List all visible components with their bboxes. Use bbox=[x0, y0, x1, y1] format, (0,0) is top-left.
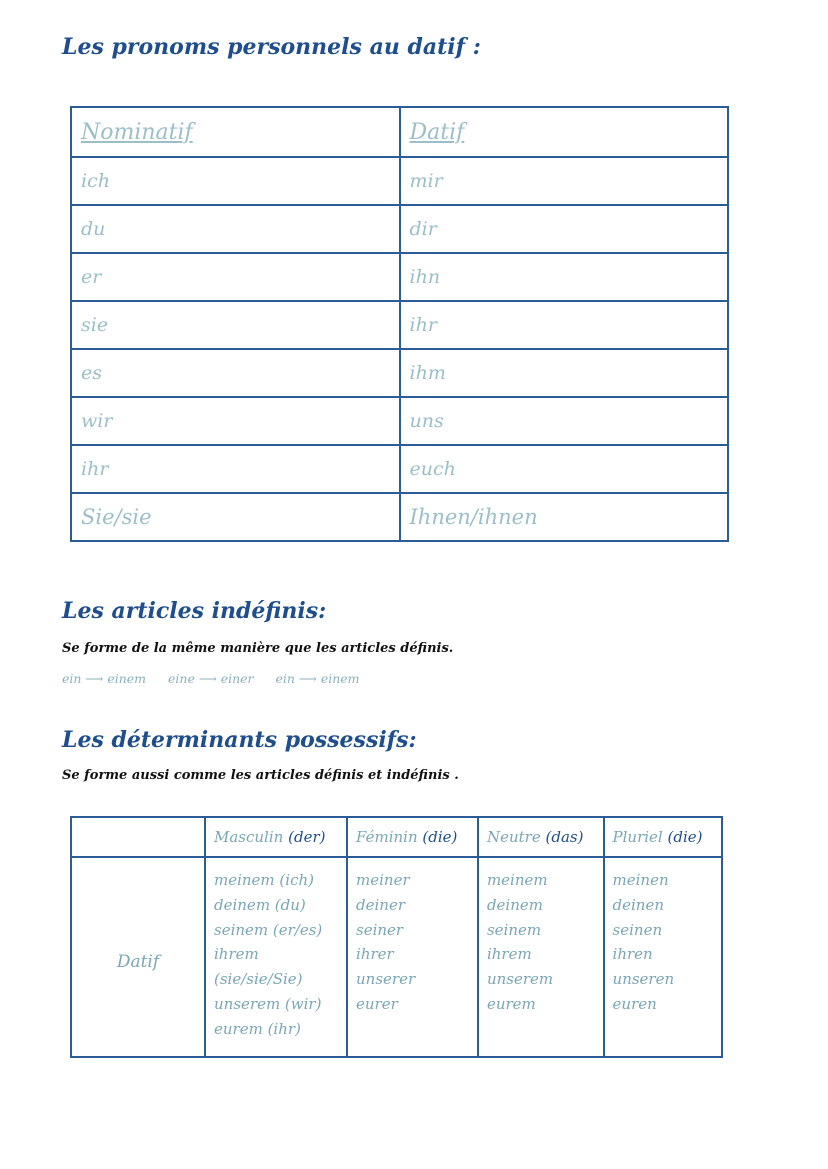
header-nominatif: Nominatif bbox=[71, 107, 400, 157]
indefinite-examples bbox=[62, 671, 378, 686]
datif-cell: ihn bbox=[400, 253, 729, 301]
neutre-cell bbox=[478, 857, 604, 1057]
table-row bbox=[71, 157, 728, 205]
table-row bbox=[71, 397, 728, 445]
header-feminin: Féminin (die) bbox=[347, 817, 478, 857]
pronouns-table bbox=[70, 106, 729, 542]
pluriel-form: deinen bbox=[612, 895, 665, 914]
masculin-form: (sie/sie/Sie) bbox=[214, 970, 303, 989]
pronouns-heading: Les pronoms personnels au datif : bbox=[62, 34, 481, 60]
table-row bbox=[71, 205, 728, 253]
header-masculin: Masculin (der) bbox=[205, 817, 347, 857]
feminin-form: eurer bbox=[356, 994, 398, 1013]
nominatif-cell: du bbox=[71, 205, 400, 253]
table-row bbox=[71, 253, 728, 301]
pluriel-form: euren bbox=[612, 994, 657, 1013]
masculin-form: unserem (wir) bbox=[214, 994, 322, 1013]
neutre-form: unserem bbox=[486, 970, 554, 989]
pluriel-form: seinen bbox=[612, 920, 663, 939]
nominatif-cell: ihr bbox=[71, 445, 400, 493]
nominatif-cell: Sie/sie bbox=[71, 493, 400, 541]
header-pluriel: Pluriel (die) bbox=[604, 817, 722, 857]
row-label-datif: Datif bbox=[71, 857, 205, 1057]
datif-cell: dir bbox=[400, 205, 729, 253]
datif-cell: uns bbox=[400, 397, 729, 445]
datif-cell: ihr bbox=[400, 301, 729, 349]
example-masculin: ein ⟶ einem bbox=[62, 671, 147, 686]
nominatif-cell: ich bbox=[71, 157, 400, 205]
neutre-form: deinem bbox=[486, 895, 543, 914]
masculin-cell bbox=[205, 857, 347, 1057]
masculin-form: eurem (ihr) bbox=[214, 1019, 301, 1038]
datif-cell: ihm bbox=[400, 349, 729, 397]
table-row bbox=[71, 349, 728, 397]
possessives-subtitle: Se forme aussi comme les articles définis et indéfinis . bbox=[62, 768, 459, 783]
neutre-form: eurem bbox=[486, 994, 536, 1013]
masculin-form: meinem (ich) bbox=[214, 871, 314, 889]
indefinite-articles-heading: Les articles indéfinis: bbox=[62, 598, 327, 624]
feminin-form: deiner bbox=[356, 895, 405, 914]
feminin-form: meiner bbox=[356, 871, 410, 889]
table-row bbox=[71, 445, 728, 493]
header-datif: Datif bbox=[400, 107, 729, 157]
datif-cell: mir bbox=[400, 157, 729, 205]
masculin-form: ihrem bbox=[214, 945, 259, 964]
pronouns-header-row bbox=[71, 107, 728, 157]
neutre-form: ihrem bbox=[486, 945, 532, 964]
header-neutre: Neutre (das) bbox=[478, 817, 604, 857]
pluriel-cell bbox=[604, 857, 722, 1057]
example-neutre: ein ⟶ einem bbox=[275, 671, 360, 686]
feminin-form: seiner bbox=[356, 920, 404, 939]
possessives-table bbox=[70, 816, 723, 1058]
nominatif-cell: sie bbox=[71, 301, 400, 349]
pluriel-form: meinen bbox=[612, 871, 669, 889]
empty-corner-cell bbox=[71, 817, 205, 857]
datif-cell: Ihnen/ihnen bbox=[400, 493, 729, 541]
pluriel-form: unseren bbox=[612, 970, 675, 989]
indefinite-articles-subtitle: Se forme de la même manière que les articles définis. bbox=[62, 641, 454, 656]
datif-cell: euch bbox=[400, 445, 729, 493]
possessives-heading: Les déterminants possessifs: bbox=[62, 727, 417, 753]
nominatif-cell: es bbox=[71, 349, 400, 397]
nominatif-cell: er bbox=[71, 253, 400, 301]
nominatif-cell: wir bbox=[71, 397, 400, 445]
example-feminin: eine ⟶ einer bbox=[168, 671, 254, 686]
possessives-header-row bbox=[71, 817, 722, 857]
neutre-form: seinem bbox=[486, 920, 542, 939]
masculin-form: deinem (du) bbox=[214, 895, 306, 914]
feminin-form: unserer bbox=[356, 970, 416, 989]
table-row bbox=[71, 301, 728, 349]
table-row bbox=[71, 493, 728, 541]
neutre-form: meinem bbox=[486, 871, 548, 889]
feminin-cell bbox=[347, 857, 478, 1057]
datif-row bbox=[71, 857, 722, 1057]
pluriel-form: ihren bbox=[612, 945, 653, 964]
masculin-form: seinem (er/es) bbox=[214, 920, 323, 939]
feminin-form: ihrer bbox=[356, 945, 394, 964]
